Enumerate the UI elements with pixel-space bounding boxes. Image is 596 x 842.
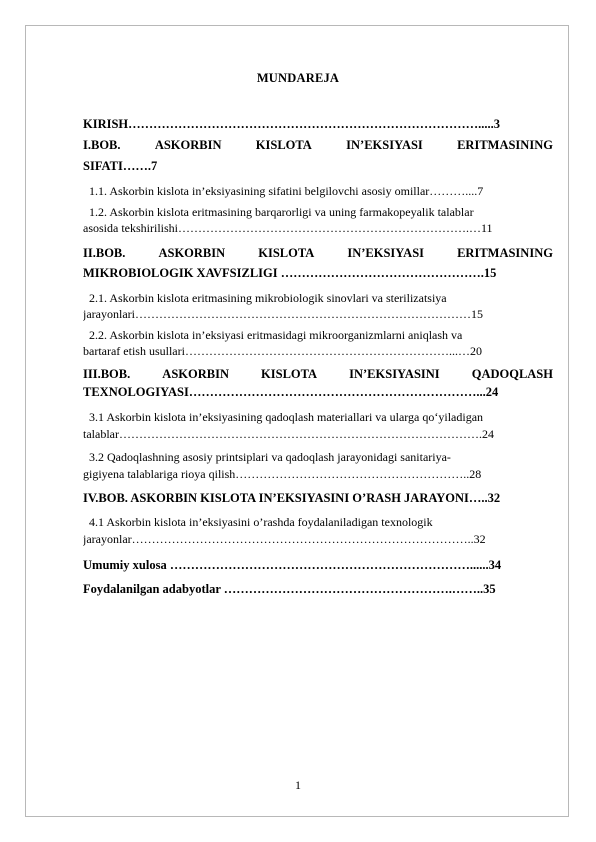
- toc-section-3-1-line2[interactable]: talablar……………………………………………………………………………….24: [83, 427, 494, 441]
- toc-chapter-3-tail[interactable]: TEXNOLOGIYASI……………………………………………………………...24: [83, 385, 499, 399]
- page-number: 1: [295, 778, 301, 792]
- toc-ch3-word: KISLOTA: [261, 367, 318, 381]
- toc-references[interactable]: Foydalanilgan adabyotlar ……………………………………………….……..35: [83, 582, 496, 596]
- toc-ch1-word: I.BOB.: [83, 138, 121, 152]
- toc-ch1-word: KISLOTA: [255, 138, 312, 152]
- toc-section-2-2-line1[interactable]: 2.2. Askorbin kislota in’eksiyasi eritmasidagi mikroorganizmlarni aniqlash va: [89, 328, 463, 342]
- toc-section-2-2-line2[interactable]: bartaraf etish usullari…………………………………………………………...…20: [83, 344, 482, 358]
- toc-section-3-1-line1[interactable]: 3.1 Askorbin kislota in’eksiyasining qadoqlash materiallari va ularga qo‘yiladigan: [89, 410, 484, 424]
- toc-ch1-word: IN’EKSIYASI: [346, 138, 423, 152]
- toc-section-2-1-line2[interactable]: jarayonlari…………………………………………………………………………15: [83, 307, 483, 321]
- toc-kirish[interactable]: KIRISH………………………………………………………………………….....3: [83, 117, 501, 131]
- toc-ch2-word: ERITMASINING: [457, 246, 553, 260]
- toc-section-1-2-line1[interactable]: 1.2. Askorbin kislota eritmasining barqarorligi va uning farmakopeyalik talablar: [89, 205, 474, 219]
- toc-ch1-word: ASKORBIN: [154, 138, 222, 152]
- toc-section-4-1-line1[interactable]: 4.1 Askorbin kislota in’eksiyasini o’rashda foydalaniladigan texnologik: [89, 515, 433, 529]
- toc-ch2-word: IN’EKSIYASI: [347, 246, 425, 260]
- toc-ch1-word: ERITMASINING: [457, 138, 553, 152]
- toc-ch2-word: ASKORBIN: [158, 246, 226, 260]
- page-title: MUNDAREJA: [256, 71, 340, 85]
- toc-chapter-1-tail[interactable]: SIFATI…….7: [83, 159, 158, 173]
- toc-conclusion[interactable]: Umumiy xulosa ………………………………………………………………......34: [83, 558, 502, 572]
- toc-section-3-2-line1[interactable]: 3.2 Qadoqlashning asosiy printsiplari va qadoqlash jarayonidagi sanitariya-: [89, 450, 451, 464]
- toc-section-2-1-line1[interactable]: 2.1. Askorbin kislota eritmasining mikrobiologik sinovlari va sterilizatsiya: [89, 291, 447, 305]
- toc-section-1-1[interactable]: 1.1. Askorbin kislota in’eksiyasining sifatini belgilovchi asosiy omillar………....7: [89, 184, 484, 198]
- toc-ch3-word: III.BOB.: [83, 367, 131, 381]
- toc-section-4-1-line2[interactable]: jarayonlar…………………………………………………………………………..32: [83, 532, 486, 546]
- toc-ch2-word: II.BOB.: [83, 246, 126, 260]
- toc-chapter-2[interactable]: [83, 246, 553, 260]
- toc-ch2-word: KISLOTA: [258, 246, 315, 260]
- toc-ch3-word: ASKORBIN: [162, 367, 229, 381]
- toc-ch3-word: IN’EKSIYASINI: [349, 367, 440, 381]
- toc-section-1-2-line2[interactable]: asosida tekshirilishi……………………………………………………………….…11: [83, 221, 493, 235]
- toc-ch3-word: QADOQLASH: [471, 367, 553, 381]
- toc-chapter-4[interactable]: IV.BOB. ASKORBIN KISLOTA IN’EKSIYASINI O’RASH JARAYONI…..32: [83, 491, 501, 505]
- toc-chapter-3[interactable]: [83, 367, 553, 381]
- toc-chapter-1[interactable]: [83, 138, 553, 152]
- toc-chapter-2-tail[interactable]: MIKROBIOLOGIK XAVFSIZLIGI ………………………………………….15: [83, 266, 497, 280]
- toc-section-3-2-line2[interactable]: gigiyena talablariga rioya qilish…………………………………………………..28: [83, 467, 482, 481]
